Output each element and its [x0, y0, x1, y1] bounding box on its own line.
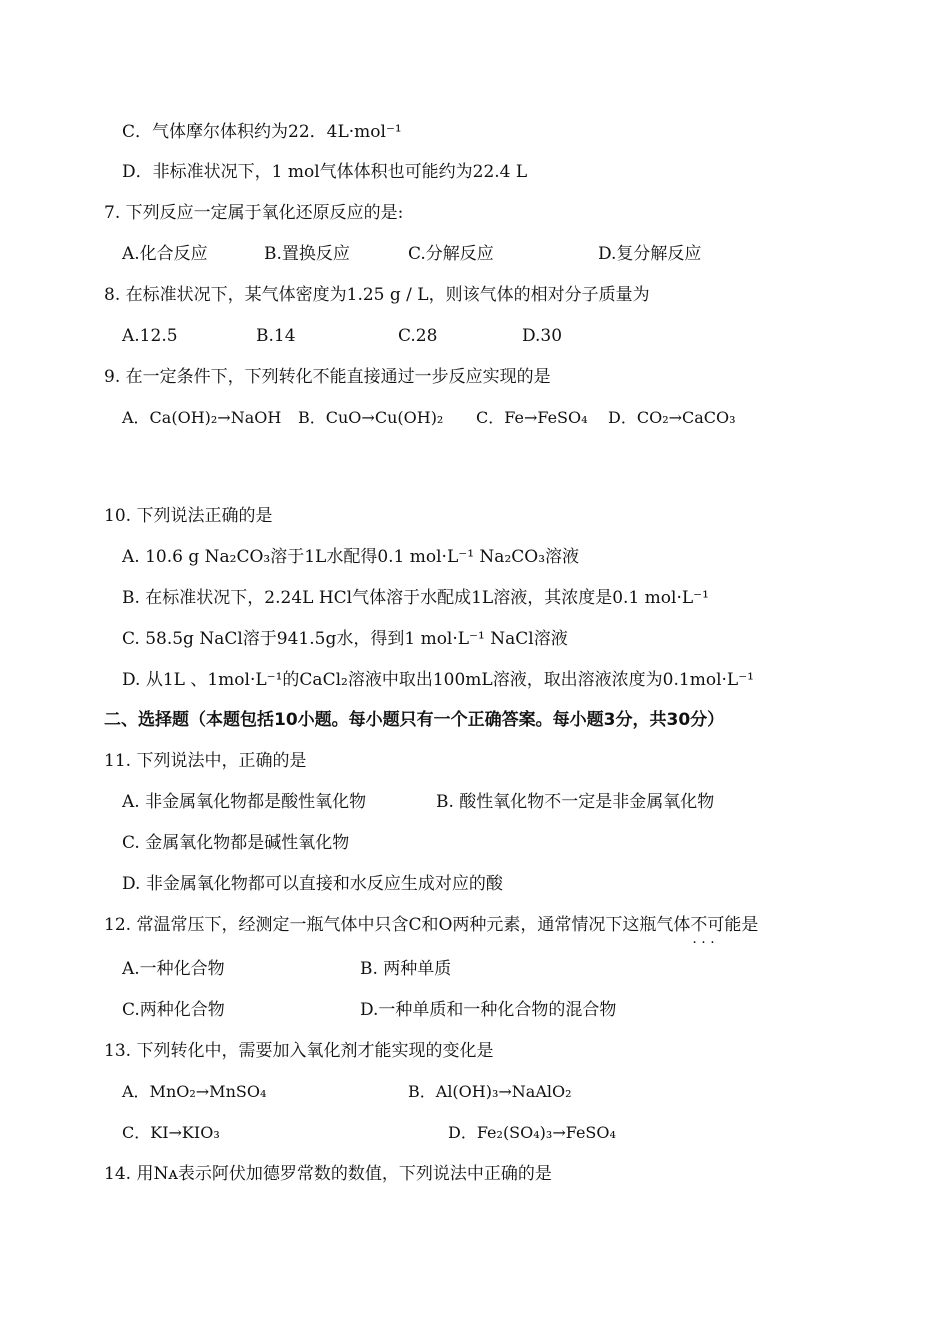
question-7-option-d: D.复分解反应	[598, 244, 702, 264]
question-6-option-c: C．气体摩尔体积约为22．4L·mol⁻¹	[122, 122, 402, 142]
question-14-stem: 14. 用Nᴀ表示阿伏加德罗常数的数值，下列说法中正确的是	[104, 1164, 552, 1184]
question-12-option-b: B. 两种单质	[360, 959, 452, 979]
question-12-option-d: D.一种单质和一种化合物的混合物	[360, 1000, 617, 1020]
question-7-option-a: A.化合反应	[122, 244, 208, 264]
question-10-option-d: D. 从1L 、1mol·L⁻¹的CaCl₂溶液中取出100mL溶液，取出溶液浓度为0.1mol·L⁻¹	[122, 670, 754, 690]
question-10-option-a: A. 10.6 g Na₂CO₃溶于1L水配得0.1 mol·L⁻¹ Na₂CO₃溶液	[122, 547, 580, 567]
question-8-option-b: B.14	[256, 326, 296, 346]
question-7-option-c: C.分解反应	[408, 244, 494, 264]
question-9-option-a: A．Ca(OH)₂→NaOH	[122, 408, 282, 427]
question-8-option-d: D.30	[522, 326, 563, 346]
question-13-option-c: C．KI→KIO₃	[122, 1123, 220, 1142]
question-12-stem-tail: 是	[741, 915, 759, 935]
question-9-option-d: D．CO₂→CaCO₃	[608, 408, 736, 427]
question-11-option-b: B. 酸性氧化物不一定是非金属氧化物	[436, 792, 715, 812]
question-11-option-a: A. 非金属氧化物都是酸性氧化物	[122, 792, 367, 812]
question-11-stem: 11. 下列说法中，正确的是	[104, 751, 307, 771]
question-13-option-a: A．MnO₂→MnSO₄	[122, 1082, 267, 1101]
question-10-option-b: B. 在标准状况下，2.24L HCl气体溶于水配成1L溶液，其浓度是0.1 mol·L⁻¹	[122, 588, 709, 608]
question-10-option-c: C. 58.5g NaCl溶于941.5g水，得到1 mol·L⁻¹ NaCl溶液	[122, 629, 568, 649]
section-2-heading: 二、选择题（本题包括10小题。每小题只有一个正确答案。每小题3分，共30分）	[104, 710, 725, 730]
question-6-option-d: D．非标准状况下，1 mol气体体积也可能约为22.4 L	[122, 162, 528, 182]
question-7-stem: 7. 下列反应一定属于氧化还原反应的是:	[104, 203, 404, 223]
question-11-option-c: C. 金属氧化物都是碱性氧化物	[122, 833, 350, 853]
question-8-stem: 8. 在标准状况下，某气体密度为1.25 g / L，则该气体的相对分子质量为	[104, 285, 650, 305]
question-9-option-b: B．CuO→Cu(OH)₂	[298, 408, 444, 427]
question-12-stem	[104, 913, 758, 937]
question-13-stem: 13. 下列转化中，需要加入氧化剂才能实现的变化是	[104, 1041, 494, 1061]
question-9-stem: 9. 在一定条件下，下列转化不能直接通过一步反应实现的是	[104, 367, 551, 387]
question-12-option-c: C.两种化合物	[122, 1000, 225, 1020]
question-11-option-d: D. 非金属氧化物都可以直接和水反应生成对应的酸	[122, 874, 503, 894]
question-12-stem-text: 12. 常温常压下，经测定一瓶气体中只含C和O两种元素，通常情况下这瓶气体	[104, 915, 691, 935]
question-12-option-a: A.一种化合物	[122, 959, 225, 979]
question-8-option-c: C.28	[398, 326, 438, 346]
question-8-option-a: A.12.5	[122, 326, 178, 346]
question-9-option-c: C．Fe→FeSO₄	[476, 408, 588, 427]
question-7-option-b: B.置换反应	[264, 244, 350, 264]
question-10-stem: 10. 下列说法正确的是	[104, 506, 273, 526]
question-13-option-d: D．Fe₂(SO₄)₃→FeSO₄	[448, 1123, 616, 1142]
question-12-emphasis: 不可能 · · ·	[690, 915, 741, 935]
question-13-option-b: B．Al(OH)₃→NaAlO₂	[408, 1082, 572, 1101]
